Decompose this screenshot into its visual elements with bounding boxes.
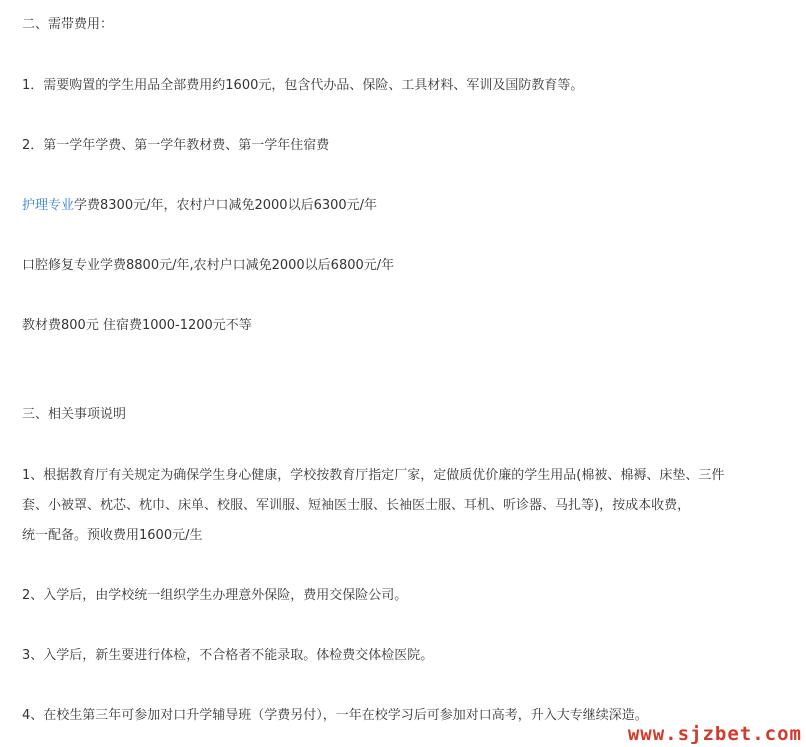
note-item-3: 3、入学后，新生要进行体检，不合格者不能录取。体检费交体检医院。: [22, 648, 434, 663]
nursing-major-link[interactable]: 护理专业: [22, 198, 75, 213]
fee-item-1: 1．需要购置的学生用品全部费用约1600元，包含代办品、保险、工具材料、军训及国防教育等。: [22, 78, 584, 93]
nursing-fee-text: 学费8300元/年，农村户口减免2000以后6300元/年: [74, 198, 378, 213]
note-item-1-line-2: 套、小被罩、枕芯、枕巾、床单、校服、军训服、短袖医士服、长袖医士服、耳机、听诊器、马扎等)，按成本收费，: [22, 498, 691, 513]
site-watermark: www.sjzbet.com: [627, 723, 802, 745]
note-item-4: 4、在校生第三年可参加对口升学辅导班（学费另付），一年在校学习后可参加对口高考，升入大专继续深造。: [22, 708, 648, 723]
section-heading-fees: 二、需带费用：: [22, 17, 114, 32]
fee-item-2: 2．第一学年学费、第一学年教材费、第一学年住宿费: [22, 138, 330, 153]
note-item-1-line-1: 1、根据教育厅有关规定为确保学生身心健康，学校按教育厅指定厂家，定做质优价廉的学生用品(棉被、棉褥、床垫、三件: [22, 468, 725, 483]
section-heading-notes: 三、相关事项说明: [22, 407, 127, 422]
note-item-2: 2、入学后，由学校统一组织学生办理意外保险，费用交保险公司。: [22, 588, 408, 603]
dental-fee-line: 口腔修复专业学费8800元/年,农村户口减免2000以后6800元/年: [22, 258, 395, 273]
note-item-1-line-3: 统一配备。预收费用1600元/生: [22, 528, 203, 543]
nursing-fee-line: [22, 197, 377, 215]
books-fee-line: 教材费800元 住宿费1000-1200元不等: [22, 318, 252, 333]
